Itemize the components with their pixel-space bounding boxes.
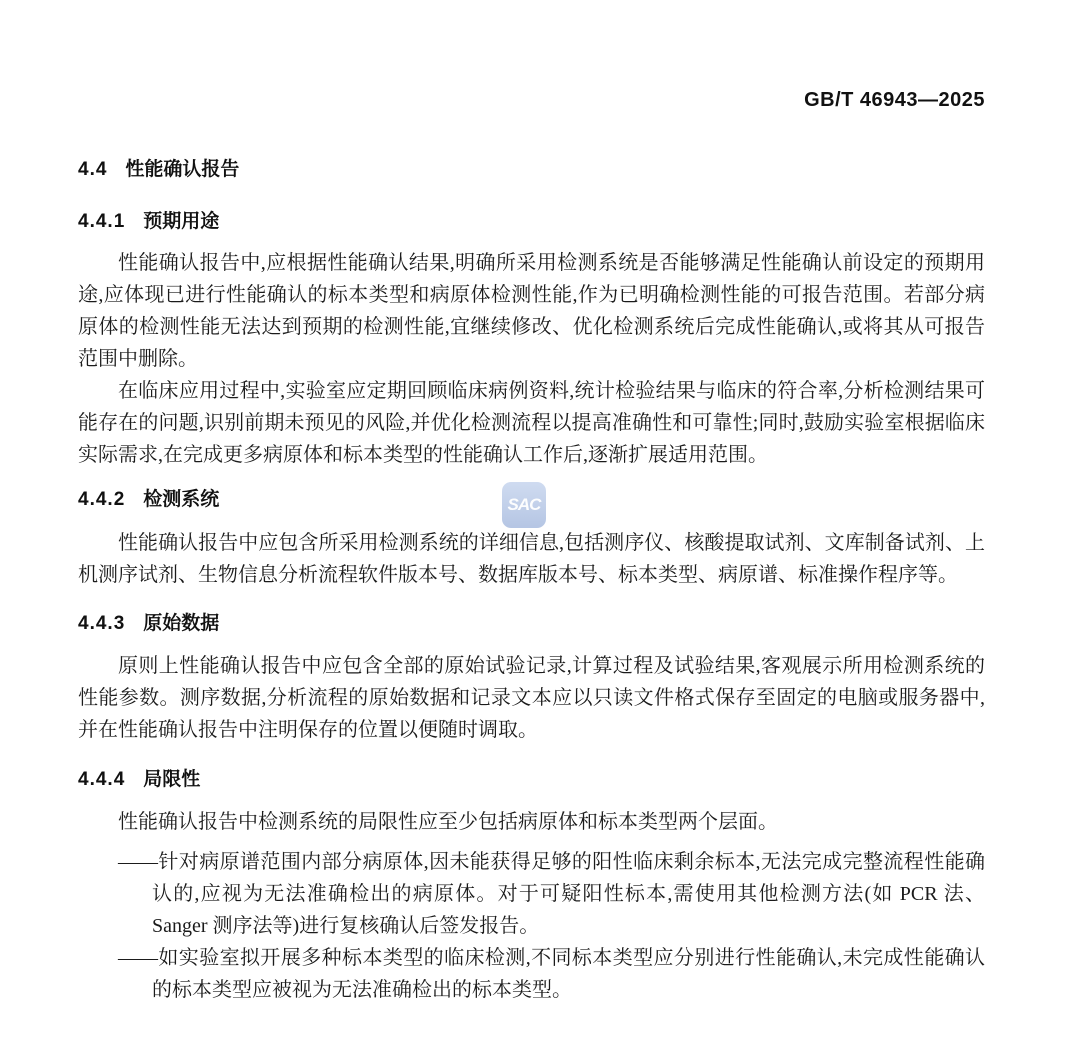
list-dash: —— <box>118 851 158 873</box>
paragraph-intended-use-1: 性能确认报告中,应根据性能确认结果,明确所采用检测系统是否能够满足性能确认前设定的预期用途,应体现已进行性能确认的标本类型和病原体检测性能,作为已明确检测性能的可报告范围。若部分病原体的检测性能无法达到预期的检测性能,宜继续修改、优化检测系统后完成性能确认,或将其从可报告范围中删除。 <box>78 252 985 370</box>
section-number: 4.4.4 <box>78 769 126 790</box>
section-number: 4.4.1 <box>78 211 126 232</box>
section-title: 预期用途 <box>143 211 220 232</box>
section-heading-4-4-2 <box>78 488 985 512</box>
sac-watermark-label: SAC <box>507 495 541 514</box>
paragraph-limitations-intro: 性能确认报告中检测系统的局限性应至少包括病原体和标本类型两个层面。 <box>118 811 778 833</box>
section-title: 局限性 <box>143 769 201 790</box>
list-item-text: 如实验室拟开展多种标本类型的临床检测,不同标本类型应分别进行性能确认,未完成性能确认的标本类型应被视为无法准确检出的标本类型。 <box>152 947 985 1001</box>
section-heading-4-4-1 <box>78 210 985 234</box>
paragraph-raw-data: 原则上性能确认报告中应包含全部的原始试验记录,计算过程及试验结果,客观展示所用检测系统的性能参数。测序数据,分析流程的原始数据和记录文本应以只读文件格式保存至固定的电脑或服务器中,并在性能确认报告中注明保存的位置以便随时调取。 <box>78 655 985 741</box>
section-title: 性能确认报告 <box>125 159 240 180</box>
section-number: 4.4.3 <box>78 613 126 634</box>
standard-number: GB/T 46943—2025 <box>804 89 985 111</box>
list-item-specimen-limitation <box>78 942 985 1006</box>
section-title: 原始数据 <box>143 613 220 634</box>
list-dash: —— <box>118 947 158 969</box>
paragraph-intended-use-2: 在临床应用过程中,实验室应定期回顾临床病例资料,统计检验结果与临床的符合率,分析检测结果可能存在的问题,识别前期未预见的风险,并优化检测流程以提高准确性和可靠性;同时,鼓励实验室根据临床实际需求,在完成更多病原体和标本类型的性能确认工作后,逐渐扩展适用范围。 <box>78 380 985 466</box>
paragraph-detection-system: 性能确认报告中应包含所采用检测系统的详细信息,包括测序仪、核酸提取试剂、文库制备试剂、上机测序试剂、生物信息分析流程软件版本号、数据库版本号、标本类型、病原谱、标准操作程序等。 <box>78 532 985 586</box>
section-heading-4-4 <box>78 158 985 182</box>
list-item-pathogen-limitation <box>78 846 985 942</box>
section-number: 4.4.2 <box>78 489 126 510</box>
section-number: 4.4 <box>78 159 108 180</box>
section-heading-4-4-3 <box>78 612 985 636</box>
section-heading-4-4-4 <box>78 768 985 792</box>
section-title: 检测系统 <box>143 489 220 510</box>
list-item-text: 针对病原谱范围内部分病原体,因未能获得足够的阳性临床剩余标本,无法完成完整流程性能确认的,应视为无法准确检出的病原体。对于可疑阳性标本,需使用其他检测方法(如 PCR 法、Sanger 测序法等)进行复核确认后签发报告。 <box>152 851 985 937</box>
